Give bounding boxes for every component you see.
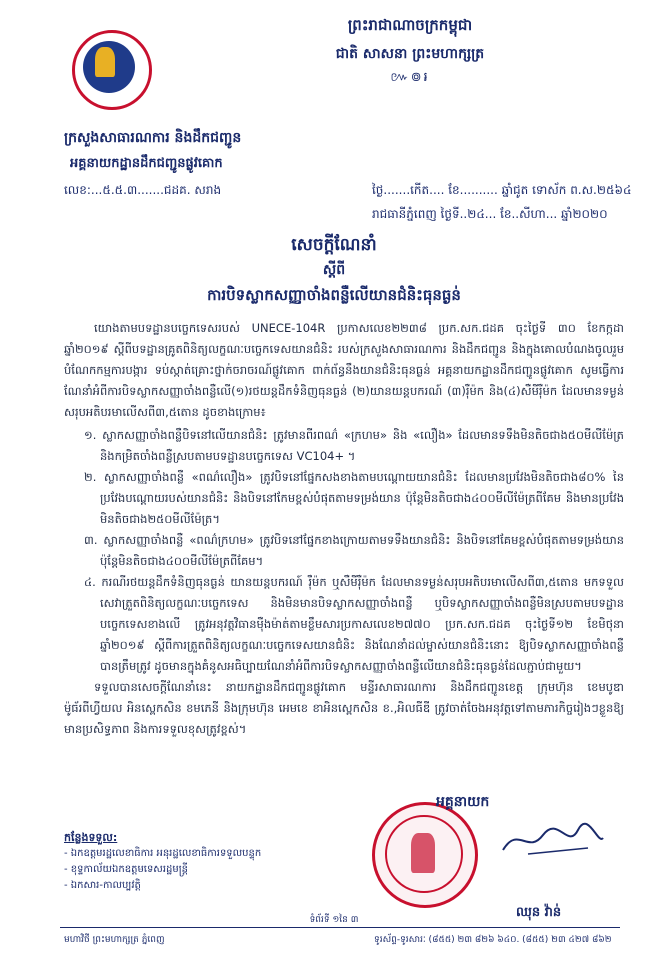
national-motto: ជាតិ សាសនា ព្រះមហាក្សត្រ (335, 46, 485, 62)
footer-divider (60, 927, 620, 928)
recipient-item: - ឯកឧត្តមរដ្ឋលេខាធិការ អនុរដ្ឋលេខាធិការទទួលបន្ទុក (64, 848, 262, 859)
header-ornament: ៚៙៛ (390, 70, 430, 85)
closing-paragraph: ទទួលបានសេចក្តីណែនាំនេះ នាយកដ្ឋានដឹកជញ្ជូនផ្លូវគោក មន្ទីរសាធារណការ និងដឹកជញ្ជូនខេត្ត ក្រុមហ៊ុន ខេមបូឌា ម៉ូធ័រពីហ្វីយល អិនស្ពេកសិន ខមភេនី និងក្រុមហ៊ុន អេមខេ ខាអិនស្ពេកសិន ខ.,អិលធីឌី ត្រូវចាត់ចែងអនុវត្តទៅតាមភារកិច្ចរៀងៗខ្លួនឱ្យមានប្រសិទ្ធភាព និងការទទួលខុសត្រូវខ្ពស់។ (64, 680, 624, 736)
ministry-logo (72, 30, 152, 110)
document-body (64, 318, 624, 742)
signatory-title: អគ្គនាយក (436, 794, 490, 810)
recipients-block (64, 830, 261, 894)
recipient-item: - ឯកសារ-កាលប្បវត្តិ (64, 880, 141, 891)
department-name: អគ្គនាយកដ្ឋានដឹកជញ្ជូនផ្លូវគោក (70, 156, 223, 171)
list-item: ៣. ស្លាកសញ្ញាចាំងពន្លឺ «ពណ៌ក្រហម» ត្រូវបិទនៅផ្នែកខាងក្រោយតាមទទឹងយានជំនិះ និងបិទនៅគែមខ្ពស់បំផុតតាមទម្រង់យាន ប៉ុន្តែមិនតិចជាង៤០០មីលីម៉ែត្រពីគែម។ (84, 533, 624, 568)
document-subtitle: ស្តីពី (322, 262, 346, 278)
list-item: ២. ស្លាកសញ្ញាចាំងពន្លឺ «ពណ៌លឿង» ត្រូវបិទនៅផ្នែកសងខាងតាមបណ្តោយយានជំនិះ ដែលមានប្រវែងមិនតិចជាង៨០% នៃប្រវែងបណ្តោយរបស់យានជំនិះ និងបិទនៅកែមខ្ពស់បំផុតតាមទម្រង់យាន ប៉ុន្តែមិនតិចជាង៤០០មីលីម៉ែត្រពីគែម និងមានប្រវែងមិនតិចជាង២៥០មីលីម៉ែត្រ។ (84, 470, 624, 526)
reference-number: លេខ:...៥.៥.៣.......ជដគ. សរាង (64, 183, 222, 197)
kingdom-header (250, 16, 570, 88)
signatory-name: ឈុន វ៉ាន់ (516, 905, 562, 920)
logo-emblem-icon (95, 47, 115, 77)
footer-phone: ទូរស័ព្ទ-ទូរសារៈ (៨៥៥) ២៣ ៨២៦ ៦៤០. (៨៥៥) ២៣ ៤២៧ ៨៦២ (374, 935, 612, 945)
kingdom-name: ព្រះរាជាណាចក្រកម្ពុជា (347, 16, 473, 34)
footer-address: មហាវិថី ព្រះមហាក្សត្រ ភ្នំពេញ (64, 935, 165, 945)
signature-icon (498, 820, 608, 860)
page-number: ទំព័រទី ១នៃ ៣ (309, 915, 359, 925)
ministry-name: ក្រសួងសាធារណការ និងដឹកជញ្ជូន (64, 130, 242, 146)
seal-emblem (411, 833, 435, 873)
lunar-date: ថ្ងៃ.......កើត.... ខែ.......... ឆ្នាំជូត ទោស័ក ព.ស.២៥៦៤ (372, 183, 632, 197)
official-seal-icon (372, 802, 478, 908)
document-title: សេចក្តីណែនាំ (291, 235, 377, 255)
solar-date: រាជធានីភ្នំពេញ ថ្ងៃទី..២៤... ខែ..សីហា... ឆ្នាំ២០២០ (372, 207, 608, 221)
recipient-item: - ខុទ្ទកាល័យឯកឧត្តមទេសរដ្ឋមន្ត្រី (64, 864, 189, 875)
recipients-heading: កន្លែងទទួល: (64, 831, 118, 844)
document-topic: ការបិទស្លាកសញ្ញាចាំងពន្លឺលើយានជំនិះធុនធ្ងន់ (207, 286, 461, 304)
intro-paragraph: យោងតាមបទដ្ឋានបច្ចេកទេសរបស់ UNECE-104R ប្រកាសលេខ២២៣៨ ប្រក.សក.ជដគ ចុះថ្ងៃទី ៣០ ខែកក្កដា ឆ្នាំ២០១៩ ស្តីពីបទដ្ឋានគ្រូតពិនិត្យលក្ខណៈបច្ចេកទេសយានជំនិះ របស់ក្រសួងសាធារណការ និងដឹកជញ្ជូន និងក្នុងគោលបំណងចូលរួមបំណែកកម្មការបង្ការ ទប់ស្កាត់គ្រោះថ្នាក់ចរាចរណ៍ផ្លូវគោក ពាក់ព័ន្ធនឹងយានជំនិះធុនធ្ងន់ អគ្គនាយកដ្ឋានដឹកជញ្ជូនផ្លូវគោក សូមធ្វើការណែនាំអំពីការបិទស្លាកសញ្ញាចាំងពន្លឺលើ(១)រថយន្តដឹកទំនិញធុនធ្ងន់ (២)យានយន្តបករណ៍ (៣)រ៉ឺម៉ក និង(៤)សឺមីរ៉ឺម៉ក ដែលមានទម្ងន់សរុបអតិបរមាលើសពី៣,៥តោន ដូចខាងក្រោម៖ (64, 321, 624, 419)
list-item: ១. ស្លាកសញ្ញាចាំងពន្លឺបិទនៅលើយានជំនិះ ត្រូវមានពីរពណ៌ «ក្រហម» និង «លឿង» ដែលមានទទឹងមិនតិចជាង៥០មីលីម៉ែត្រ និងកម្រិតចាំងពន្លឺស្របតាមបទដ្ឋានបច្ចេកទេស VC104+ ។ (84, 428, 624, 463)
list-item: ៤. ករណីរថយន្តដឹកទំនិញធុនធ្ងន់ យានយន្តបករណ៍ រ៉ឺម៉ក ឬសឺមីរ៉ឺម៉ក ដែលមានទម្ងន់សរុបអតិបរមាលើសពី៣,៥តោន មកទទួលសេវាត្រួតពិនិត្យលក្ខណៈបច្ចេកទេស និងមិនមានបិទស្លាកសញ្ញាចាំងពន្លឺ ឬបិទស្លាកសញ្ញាចាំងពន្លឺមិនស្របតាមបទដ្ឋានបច្ចេកទេសខាងលើ ត្រូវអនុវត្តវិធានម៉ឺងម៉ាត់តាមខ្លឹមសារប្រកាសលេខ២៧៧០ ប្រក.សក.ជដគ ចុះថ្ងៃទី១២ ខែមិថុនា ឆ្នាំ២០១៩ ស្តីពីការត្រួតពិនិត្យលក្ខណៈបច្ចេកទេសយានជំនិះ និងណែនាំដល់ម្ចាស់យានជំនិះនោះ ឱ្យបិទស្លាកសញ្ញាចាំងពន្លឺបានត្រឹមត្រូវ ដូចមានក្នុងគំនូសអធិប្បាយណែនាំអំពីការបិទស្លាកសញ្ញាចាំងពន្លឺលើយានជំនិះធុនធ្ងន់ដែលភ្ជាប់ជាមួយ។ (84, 575, 624, 673)
